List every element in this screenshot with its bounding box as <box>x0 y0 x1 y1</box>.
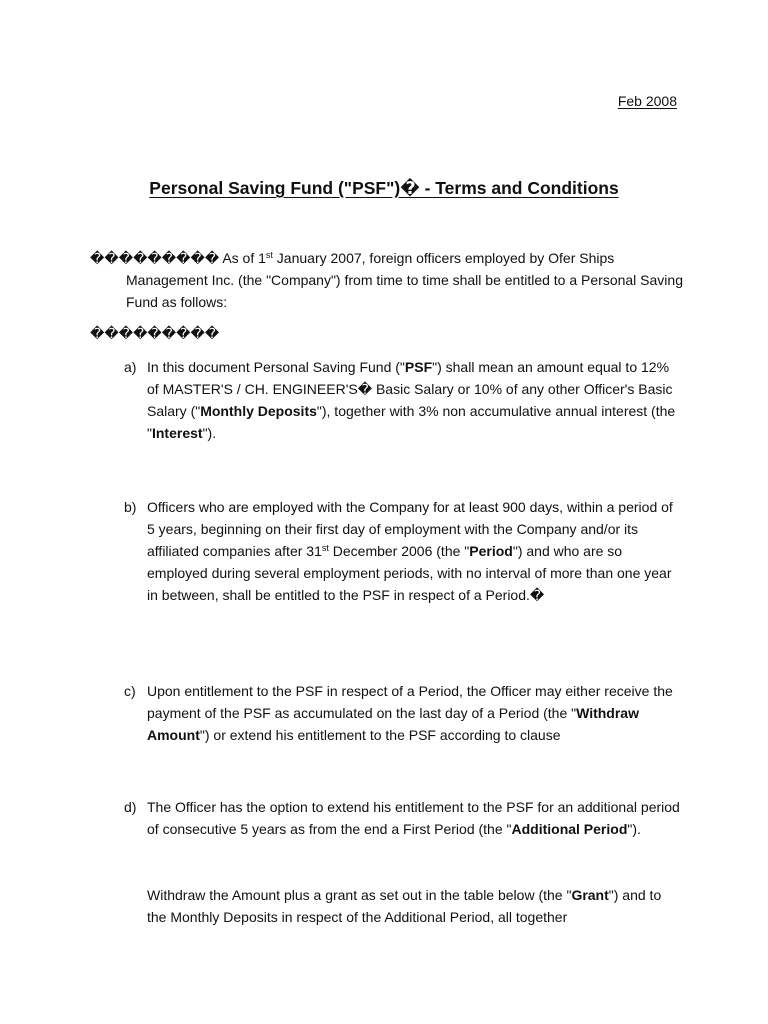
clause-b-superscript: st <box>321 543 329 553</box>
clause-a-letter: a) <box>124 359 137 375</box>
clause-c-text: Upon entitlement to the PSF in respect of a Period, the Officer may either receive the payment of the PSF as accumulated on the last day of a Period (the " <box>147 683 673 721</box>
clause-d-text: The Officer has the option to extend his entitlement to the PSF for an additional period of consecutive 5 years as from the end a First Period (the " <box>147 799 680 837</box>
clause-c-letter: c) <box>124 683 136 699</box>
clause-a-text: ") shall mean an amount equal to 12% of MASTER'S / CH. ENGINEER'S� Basic Salary or 10% of any other Officer's Basic Salary (" <box>147 359 673 419</box>
clause-c-text: ") or extend his entitlement to the PSF according to clause <box>199 727 561 743</box>
clause-a <box>124 356 680 444</box>
clause-d-body <box>147 796 680 840</box>
clause-d-paragraph-2 <box>147 884 680 928</box>
clause-a-text: "), together with 3% non accumulative annual interest (the " <box>147 403 676 441</box>
clause-a-term-interest: Interest <box>151 425 203 441</box>
clause-d-p2-text: Withdraw the Amount plus a grant as set out in the table below (the " <box>147 887 572 903</box>
clause-c-body <box>147 680 680 746</box>
clause-a-text: "). <box>202 425 217 441</box>
clause-d <box>124 796 680 840</box>
clause-d-letter: d) <box>124 799 137 815</box>
document-date: Feb 2008 <box>617 93 677 109</box>
intro-paragraph <box>90 247 690 313</box>
clause-d-p2-text: ") and to the Monthly Deposits in respect of the Additional Period, all together <box>147 887 662 925</box>
clause-d-term-grant: Grant <box>571 887 609 903</box>
clause-a-term-psf: PSF <box>404 359 433 375</box>
clause-b-text: Officers who are employed with the Company for at least 900 days, within a period of 5 years, beginning on their first day of employment with the Company and/or its affiliated companies after 31 <box>147 499 673 559</box>
clause-b-term-period: Period <box>469 543 513 559</box>
clause-b-text: December 2006 (the " <box>328 543 470 559</box>
clause-d-term-additional-period: Additional Period <box>511 821 628 837</box>
clause-d-text: "). <box>627 821 641 837</box>
intro-text-2: January 2007, foreign officers employed by Ofer Ships Management Inc. (the "Company") from time to time shall be entitled to a Personal Saving Fund as follows: <box>126 250 683 310</box>
intro-text-1: As of 1 <box>219 250 266 266</box>
intro-glyph-prefix: ��������� <box>90 250 220 266</box>
intro-superscript: st <box>265 250 273 260</box>
clause-c <box>124 680 680 746</box>
document-title: Personal Saving Fund ("PSF")� - Terms and Conditions <box>149 178 619 198</box>
clause-b-body <box>147 496 680 606</box>
separator-glyphs: ��������� <box>90 325 220 341</box>
clause-b <box>124 496 680 606</box>
clause-b-text: ") and who are so employed during several employment periods, with no interval of more than one year in between, shall be entitled to the PSF in respect of a Period.� <box>147 543 672 603</box>
clause-b-letter: b) <box>124 499 137 515</box>
clause-c-term-withdraw-amount: Withdraw Amount <box>147 705 639 743</box>
clause-a-text: In this document Personal Saving Fund (" <box>147 359 405 375</box>
clause-a-term-monthly-deposits: Monthly Deposits <box>200 403 317 419</box>
clause-a-body <box>147 356 680 444</box>
